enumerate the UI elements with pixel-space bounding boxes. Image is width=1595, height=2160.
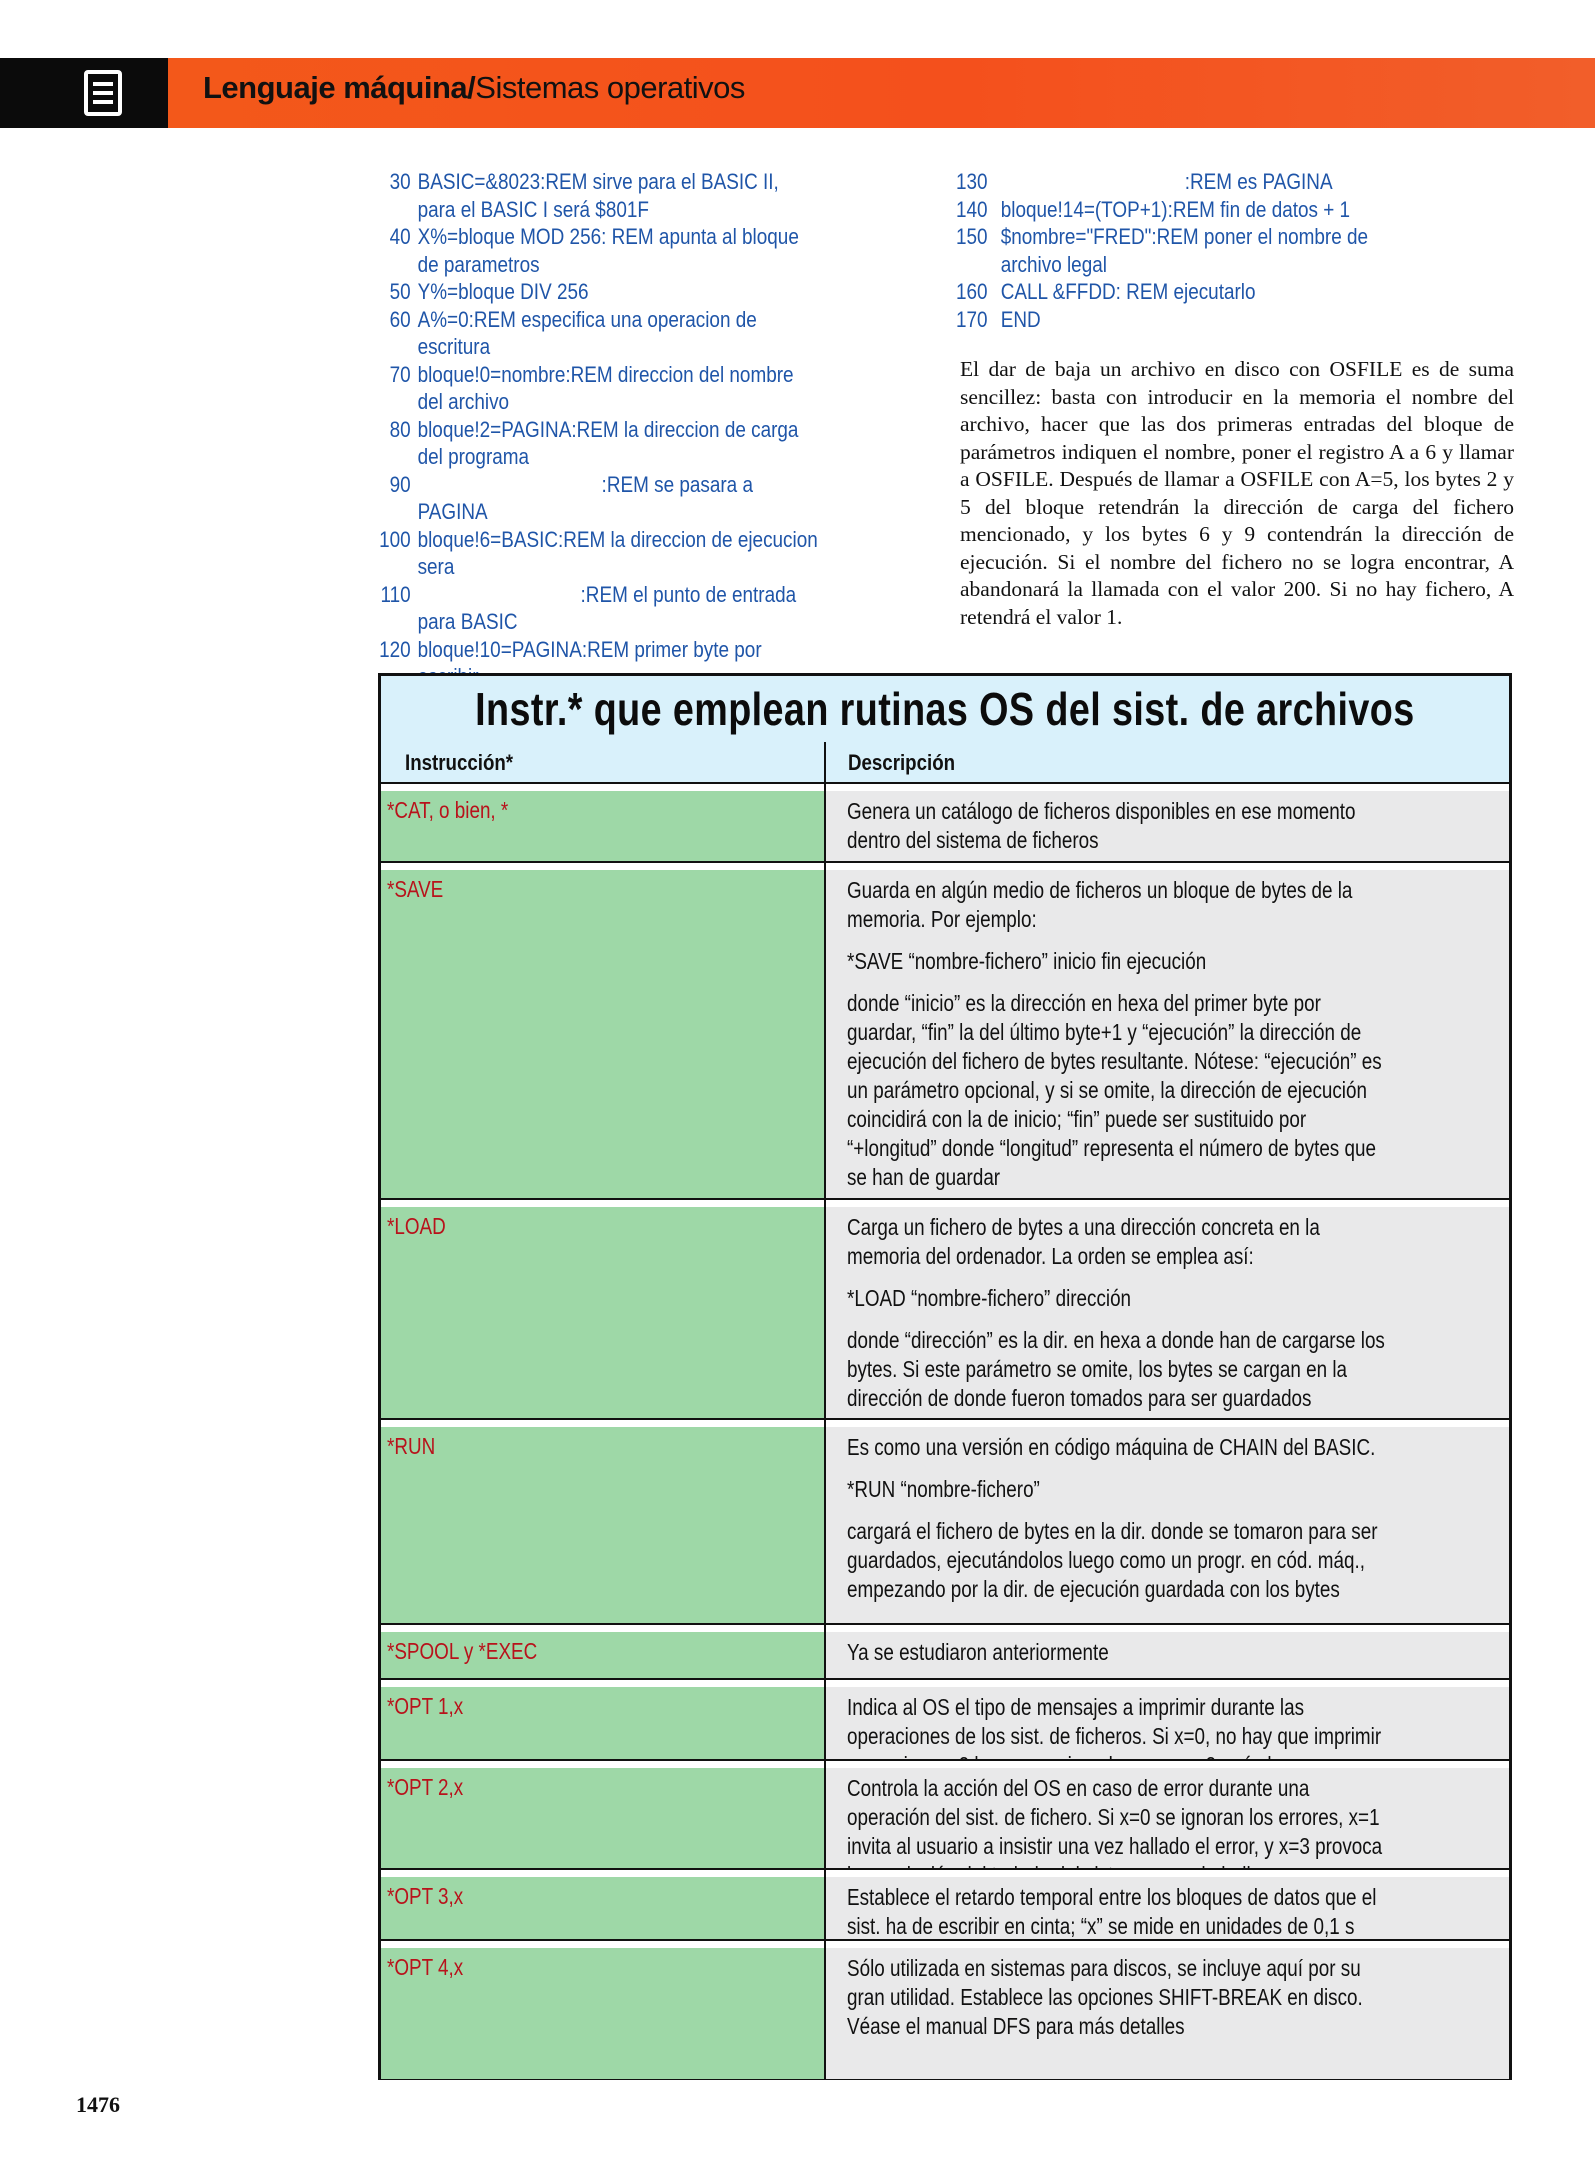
- code-listing-right: [956, 168, 1405, 333]
- code-text: bloque!6=BASIC:REM la direccion de ejecucion sera: [417, 526, 818, 579]
- description-cell: [847, 1433, 1390, 1617]
- code-text: END: [1000, 306, 1041, 332]
- body-paragraph: El dar de baja un archivo en disco con OSFILE es de suma sencillez: basta con introducir en la memoria el nombre del archivo, hacer que las dos primeras entradas del bloque de parámetros indiquen el nombre, poner el registro A a 6 y llamar a OSFILE. Después de llamar a OSFILE con A=5, los bytes 2 y 5 del bloque retendrán la dirección de carga del fichero mencionado, y los bytes 6 y 9 contendrán la dirección de ejecución. Si el nombre del fichero no se logra encontrar, A abandonará la llamada con el valor 200. Si no hay fichero, A retendrá el valor 1.: [960, 357, 1514, 629]
- table-title: Instr.* que emplean rutinas OS del sist. de archivos: [381, 676, 1509, 744]
- instruction-cell: *SAVE: [387, 876, 444, 902]
- instruction-cell: *SPOOL y *EXEC: [387, 1638, 538, 1664]
- code-line: [956, 306, 1405, 334]
- line-number: 130: [956, 169, 988, 194]
- table-row: [381, 782, 1509, 863]
- code-text: bloque!0=nombre:REM direccion del nombre del archivo: [417, 361, 794, 414]
- instruction-cell: *OPT 1,x: [387, 1693, 464, 1719]
- instruction-cell: *OPT 3,x: [387, 1883, 464, 1909]
- code-line: [372, 416, 822, 471]
- code-text: bloque!10=PAGINA:REM primer byte por: [417, 636, 762, 662]
- description-paragraph: Sólo utilizada en sistemas para discos, se incluye aquí por su gran utilidad. Establece las opciones SHIFT-BREAK en disco. Véase el manual DFS para más detalles: [847, 1955, 1363, 2039]
- code-text: bloque!2=PAGINA:REM la direccion de carga del programa: [417, 416, 799, 469]
- description-paragraph: Es como una versión en código máquina de CHAIN del BASIC.: [847, 1434, 1376, 1460]
- code-line: [956, 223, 1405, 278]
- description-paragraph: Guarda en algún medio de ficheros un bloque de bytes de la memoria. Por ejemplo:: [847, 877, 1353, 932]
- description-paragraph: Ya se estudiaron anteriormente: [847, 1639, 1109, 1665]
- column-divider: [824, 742, 826, 2077]
- description-paragraph: Genera un catálogo de ficheros disponibles en ese momento dentro del sistema de ficheros: [847, 798, 1356, 853]
- description-paragraph: *SAVE “nombre-fichero” inicio fin ejecución: [847, 948, 1207, 974]
- description-paragraph: *LOAD “nombre-fichero” dirección: [847, 1285, 1132, 1311]
- table-row: [381, 1868, 1509, 1941]
- code-line: [372, 168, 822, 223]
- code-text: A%=0:REM especifica una operacion de escritura: [417, 306, 757, 359]
- table-row: [381, 1198, 1509, 1420]
- line-number: 150: [956, 224, 988, 249]
- code-text: :REM es PAGINA: [1000, 169, 1333, 194]
- code-line: [372, 361, 822, 416]
- table-header: [381, 742, 1509, 784]
- computer-document-icon: [84, 70, 122, 116]
- code-listing-left: [372, 168, 822, 691]
- description-paragraph: *RUN “nombre-fichero”: [847, 1476, 1040, 1502]
- code-line: [372, 471, 822, 526]
- table-row: [381, 861, 1509, 1200]
- code-text: Y%=bloque DIV 256: [417, 279, 589, 304]
- description-paragraph: Establece el retardo temporal entre los bloques de datos que el sist. ha de escribir en cinta; “x” se mide en unidades de 0,1 s: [847, 1884, 1377, 1939]
- instruction-cell: *RUN: [387, 1433, 436, 1459]
- page-number: 1476: [76, 2092, 120, 2117]
- line-number: 50: [389, 279, 411, 304]
- description-cell: [847, 797, 1390, 868]
- line-number: 140: [956, 196, 988, 222]
- code-line: [372, 581, 822, 636]
- line-number: 120: [379, 636, 411, 662]
- line-number: 80: [389, 416, 411, 442]
- code-line: [956, 168, 1405, 196]
- line-number: 70: [389, 361, 411, 387]
- description-cell: [847, 1213, 1390, 1426]
- code-text: bloque!14=(TOP+1):REM fin de datos + 1: [1000, 196, 1351, 222]
- instruction-cell: *OPT 4,x: [387, 1954, 464, 1980]
- description-paragraph: cargará el fichero de bytes en la dir. donde se tomaron para ser guardados, ejecutándolos luego como un progr. en cód. máq., empezando por la dir. de ejecución guardada con los bytes: [847, 1518, 1378, 1602]
- code-line: [956, 196, 1405, 224]
- code-text: X%=bloque MOD 256: REM apunta al bloque de parametros: [417, 224, 799, 277]
- line-number: 30: [389, 169, 411, 194]
- instruction-cell: *CAT, o bien, *: [387, 797, 509, 823]
- code-text: BASIC=&8023:REM sirve para el BASIC II, para el BASIC I será $801F: [417, 169, 779, 222]
- instructions-table: [378, 673, 1512, 2080]
- instruction-cell: *LOAD: [387, 1213, 446, 1239]
- description-paragraph: Carga un fichero de bytes a una dirección concreta en la memoria del ordenador. La orden se emplea así:: [847, 1214, 1320, 1269]
- section-title: Lenguaje máquina/Sistemas operativos: [203, 70, 745, 105]
- description-paragraph: donde “inicio” es la dirección en hexa del primer byte por guardar, “fin” la del último byte+1 y “ejecución” la dirección de ejecución del fichero de bytes resultante. Nótese: “ejecución” es un parámetro opcional, y si se omite, la dirección de ejecución coincidirá con la de inicio; “fin” puede ser sustituido por “+longitud” donde “longitud” representa el número de bytes que se han de guardar: [847, 990, 1382, 1190]
- line-number: 170: [956, 306, 988, 332]
- code-line: [956, 278, 1405, 306]
- description-paragraph: donde “dirección” es la dir. en hexa a donde han de cargarse los bytes. Si este parámetro se omite, los bytes se cargan en la dirección de donde fueron tomados para ser guardados: [847, 1327, 1385, 1411]
- code-text: :REM se pasara a PAGINA: [417, 471, 753, 524]
- code-text: :REM el punto de entrada para BASIC: [417, 581, 797, 634]
- description-cell: [847, 1954, 1390, 2054]
- code-text: CALL &FFDD: REM ejecutarlo: [1000, 279, 1256, 304]
- line-number: 40: [389, 224, 411, 249]
- instruction-cell: *OPT 2,x: [387, 1774, 464, 1800]
- code-line: [372, 526, 822, 581]
- table-row: [381, 1623, 1509, 1680]
- line-number: 100: [379, 526, 411, 552]
- code-line: [372, 278, 822, 306]
- line-number: 90: [389, 471, 411, 497]
- description-paragraph: Indica al OS el tipo de mensajes a imprimir durante las operaciones de los sist. de ficheros. Si x=0, no hay que imprimir: [847, 1694, 1382, 1749]
- line-number: 160: [956, 279, 988, 304]
- table-row: [381, 1939, 1509, 2079]
- table-row: [381, 1678, 1509, 1761]
- description-paragraph: Controla la acción del OS en caso de error durante una operación del sist. de fichero. Si x=0 se ignoran los errores, x=1 invita al usuario a insistir una vez hallado el error, y x=3 provoca: [847, 1775, 1383, 1859]
- description-cell: [847, 876, 1390, 1205]
- table-row: [381, 1418, 1509, 1625]
- column-header-instruction: Instrucción*: [405, 750, 514, 775]
- code-line: [372, 223, 822, 278]
- table-row: [381, 1759, 1509, 1870]
- description-cell: [847, 1638, 1390, 1680]
- column-header-description: Descripción: [848, 750, 956, 775]
- code-text: $nombre="FRED":REM poner el nombre de archivo legal: [1000, 224, 1369, 277]
- line-number: 110: [380, 581, 411, 607]
- code-line: [372, 306, 822, 361]
- line-number: 60: [389, 306, 411, 332]
